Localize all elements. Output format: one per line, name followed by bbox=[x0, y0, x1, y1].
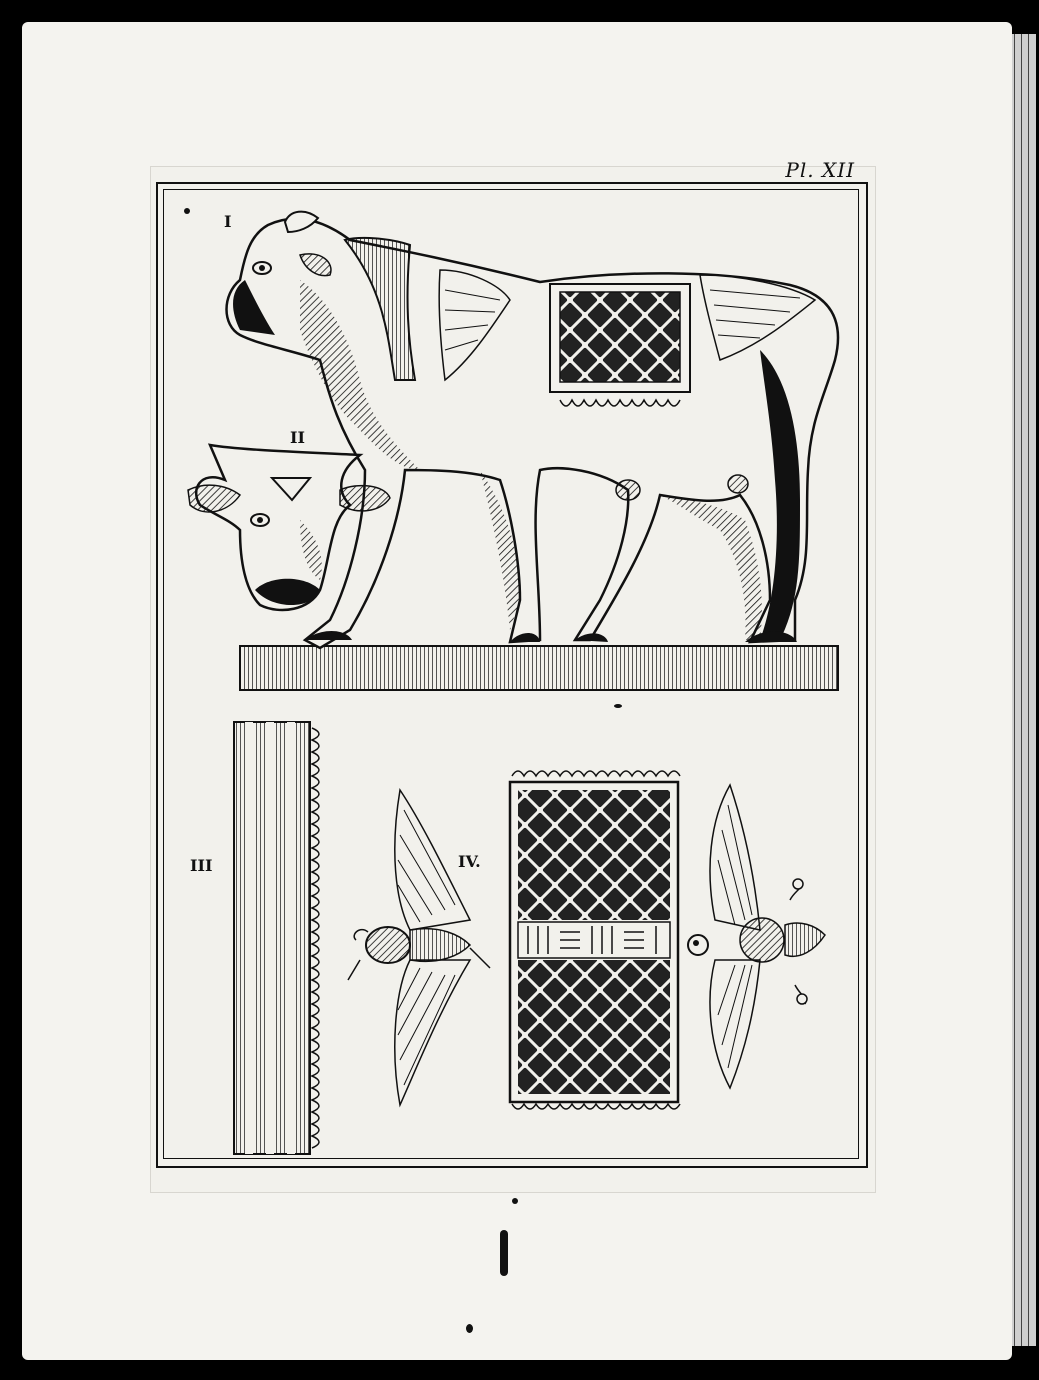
ink-mark bbox=[500, 1230, 508, 1276]
figure-label-1: I bbox=[224, 212, 232, 231]
figure-label-4: IV. bbox=[458, 852, 481, 871]
ink-speck bbox=[184, 208, 190, 214]
ink-speck bbox=[512, 1198, 518, 1204]
figure-label-2: II bbox=[290, 428, 305, 447]
ink-speck bbox=[466, 1324, 473, 1333]
ink-speck bbox=[614, 704, 622, 708]
figure-label-3: III bbox=[190, 856, 213, 875]
plate-number: Pl. XII bbox=[785, 158, 855, 182]
